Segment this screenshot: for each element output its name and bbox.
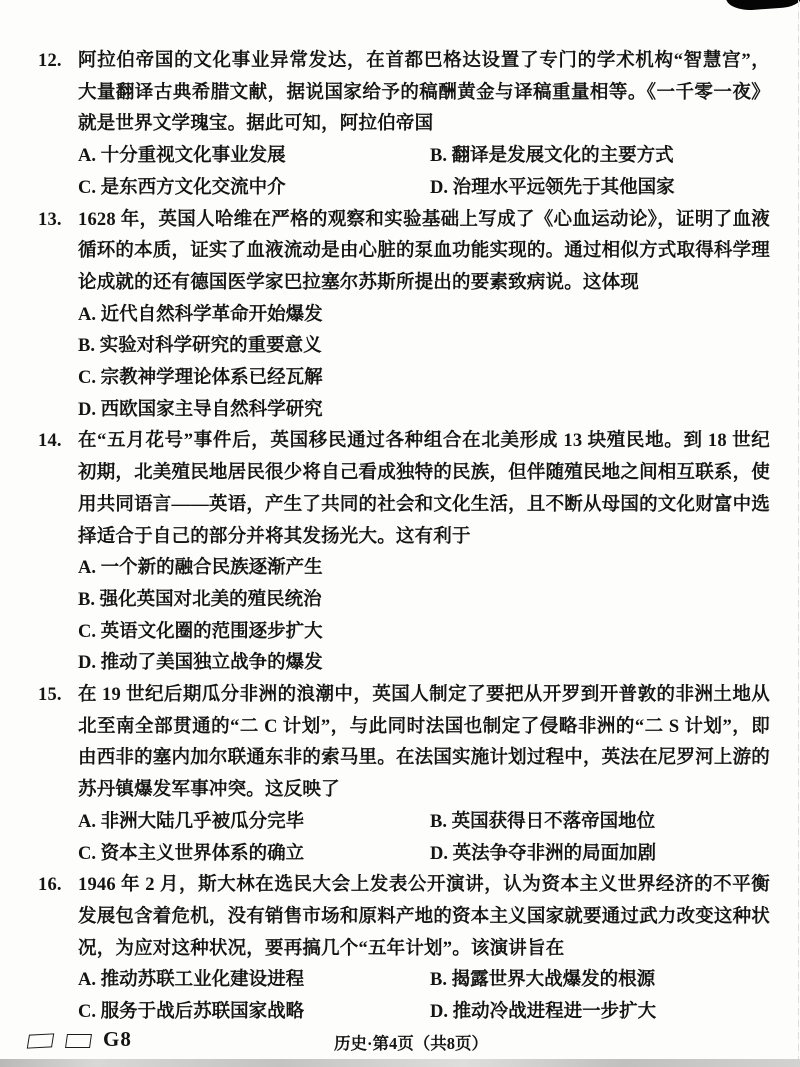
options-group <box>38 553 770 680</box>
question-block <box>38 870 770 1029</box>
page-number-label: 历史·第4页（共8页） <box>334 1034 489 1053</box>
question-stem-row <box>38 680 770 807</box>
option-c: C. 宗教神学理论体系已经瓦解 <box>78 368 323 389</box>
question-stem: 在“五月花号”事件后，英国移民通过各种组合在北美形成 13 块殖民地。到 18 世纪初期，北美殖民地居民很少将自己看成独特的民族，但伴随殖民地之间相互联系，使用共同语言——英语，产生了共同的社会和文化生活，且不断从母国的文化财富中选择适合于自己的部分并将其发扬光大。这有利于 <box>78 431 770 547</box>
option-c: C. 服务于战后苏联国家战略 <box>78 1002 305 1023</box>
option-c: C. 英语文化圈的范围逐步扩大 <box>78 621 323 642</box>
options-group <box>38 965 770 1028</box>
question-block <box>38 46 770 205</box>
question-block <box>38 205 770 427</box>
option-d: D. 西欧国家主导自然科学研究 <box>78 399 323 420</box>
question-stem-row <box>38 46 770 141</box>
option-a: A. 推动苏联工业化建设进程 <box>78 970 305 991</box>
option-a: A. 一个新的融合民族逐渐产生 <box>78 558 323 579</box>
question-number: 13. <box>38 209 62 230</box>
question-number: 15. <box>38 685 62 706</box>
option-b: B. 实验对科学研究的重要意义 <box>78 336 322 357</box>
question-stem: 1946 年 2 月，斯大林在选民大会上发表公开演讲，认为资本主义世界经济的不平衡发展包含着危机，没有销售市场和原料产地的资本主义国家就要通过武力改变这种状况，为应对这种状况，要再搞几个“五年计划”。该演讲旨在 <box>78 875 770 959</box>
option-d: D. 治理水平远领先于其他国家 <box>430 177 675 198</box>
option-d: D. 推动了美国独立战争的爆发 <box>78 653 323 674</box>
question-block <box>38 426 770 680</box>
question-list <box>38 46 770 1029</box>
question-stem: 1628 年，英国人哈维在严格的观察和实验基础上写成了《心血运动论》，证明了血液循环的本质，证实了血液流动是由心脏的泵血功能实现的。通过相似方式取得科学理论成就的还有德国医学家巴拉塞尔苏斯所提出的要素致病说。这体现 <box>78 209 770 293</box>
options-group <box>38 300 770 427</box>
option-d: D. 英法争夺非洲的局面加剧 <box>430 843 657 864</box>
option-b: B. 强化英国对北美的殖民统治 <box>78 589 322 610</box>
option-c: C. 资本主义世界体系的确立 <box>78 843 305 864</box>
option-b: B. 英国获得日不落帝国地位 <box>430 811 656 832</box>
question-number: 12. <box>38 51 62 71</box>
scan-corner-artifact <box>725 0 800 12</box>
option-a: A. 十分重视文化事业发展 <box>78 146 286 167</box>
question-stem-row <box>38 870 770 965</box>
question-stem: 在 19 世纪后期瓜分非洲的浪潮中，英国人制定了要把从开罗到开普敦的非洲土地从北至南全部贯通的“二 C 计划”，与此同时法国也制定了侵略非洲的“二 S 计划”，即由西非的塞内加尔联通东非的索马里。在法国实施计划过程中，英法在尼罗河上游的苏丹镇爆发军事冲突。这反映了 <box>78 685 770 801</box>
registration-mark <box>65 1034 92 1048</box>
scan-right-edge-line <box>798 0 799 1067</box>
option-b: B. 翻译是发展文化的主要方式 <box>430 146 674 167</box>
page-footer <box>0 1027 800 1053</box>
question-stem-row <box>38 205 770 300</box>
question-number: 16. <box>38 875 62 896</box>
option-c: C. 是东西方文化交流中介 <box>78 177 286 198</box>
question-number: 14. <box>38 431 62 452</box>
question-block <box>38 680 770 870</box>
question-stem: 阿拉伯帝国的文化事业异常发达，在首都巴格达设置了专门的学术机构“智慧宫”，大量翻译古典希腊文献，据说国家给予的稿酬黄金与译稿重量相等。《一千零一夜》就是世界文学瑰宝。据此可知，阿拉伯帝国 <box>78 51 770 135</box>
option-d: D. 推动冷战进程进一步扩大 <box>430 1002 657 1023</box>
question-stem-row <box>38 426 770 553</box>
option-a: A. 非洲大陆几乎被瓜分完毕 <box>78 811 305 832</box>
options-group <box>38 141 770 204</box>
option-a: A. 近代自然科学革命开始爆发 <box>78 304 323 325</box>
option-b: B. 揭露世界大战爆发的根源 <box>430 970 656 991</box>
scan-bottom-edge <box>0 1059 800 1067</box>
paper-code: G8 <box>103 1027 132 1051</box>
options-group <box>38 807 770 870</box>
registration-mark <box>27 1033 54 1048</box>
